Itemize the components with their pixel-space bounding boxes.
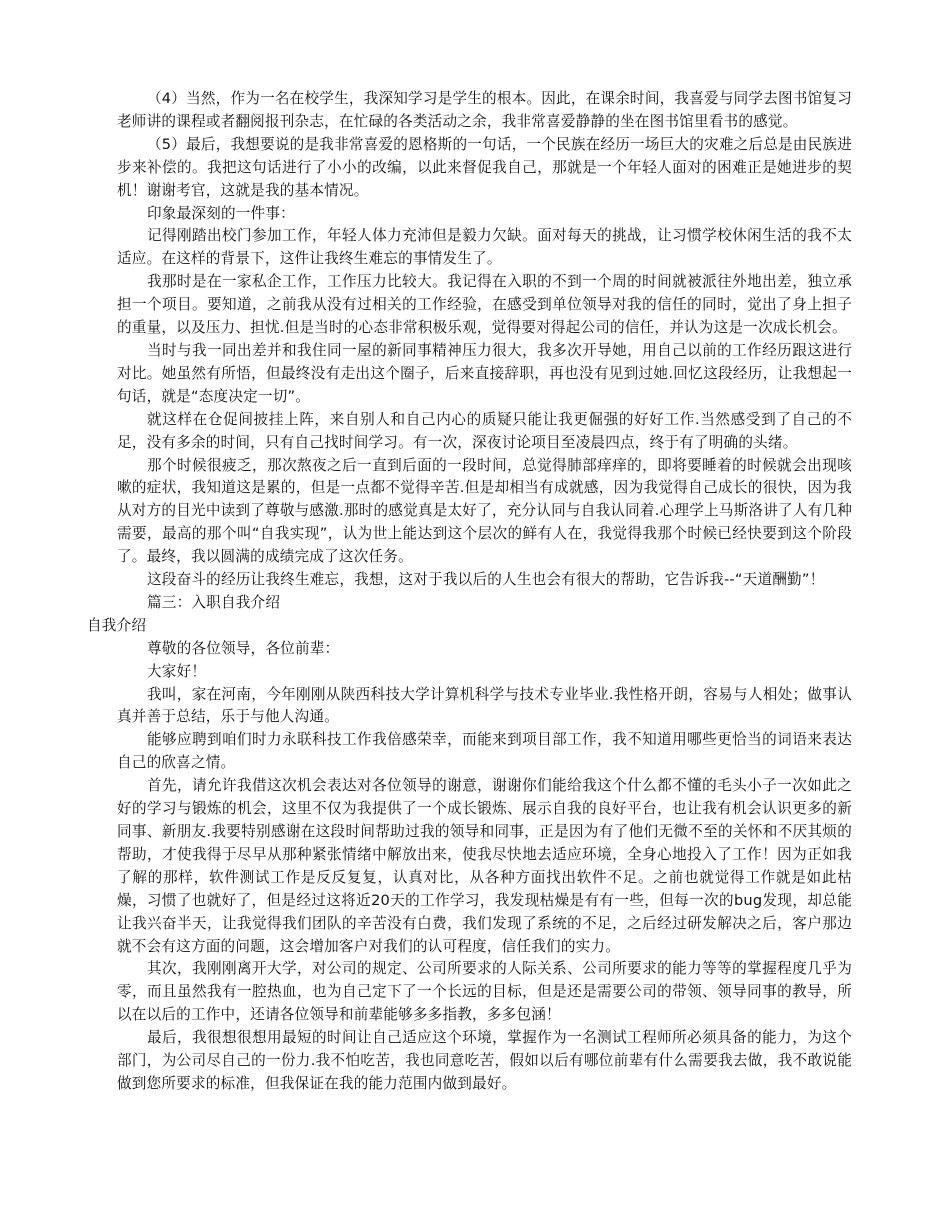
section-title-self-intro: 自我介绍 [87, 616, 147, 634]
paragraph-fatigue: 那个时候很疲乏，那次熬夜之后一直到后面的一段时间，总觉得肺部痒痒的，即将要睡着的时候就会出现咳嗽的症状，我知道这是累的，但是一点都不觉得辛苦.但是却相当有成就感，因为我觉得自己成长的很快，因为我从对方的目光中读到了尊敬与感激.那时的感觉真是太好了，充分认同与自我认同着.心理学上马斯洛讲了人有几种需要，最高的那个叫“自我实现”，认为世上能达到这个层次的鲜有人在，我觉得我那个时候已经快要到这个阶段了。最终，我以圆满的成绩完成了这次任务。 [117, 456, 852, 566]
paragraph-finally: 最后，我很想很想用最短的时间让自己适应这个环境，掌握作为一名测试工程师所必须具备的能力，为这个部门，为公司尽自己的一份力.我不怕吃苦，我也同意吃苦，假如以后有哪位前辈有什么需要我去做，我不敢说能做到您所要求的标准，但我保证在我的能力范围内做到最好。 [117, 1029, 852, 1092]
salutation: 尊敬的各位领导，各位前辈： [147, 639, 340, 657]
paragraph-conclusion: 这段奋斗的经历让我终生难忘，我想，这对于我以后的人生也会有很大的帮助，它告诉我--“天道酬勤”！ [147, 571, 825, 589]
paragraph-honored: 能够应聘到咱们时力永联科技工作我倍感荣幸，而能来到项目部工作，我不知道用哪些更恰当的词语来表达自己的欣喜之情。 [117, 731, 852, 772]
paragraph-first-thanks: 首先，请允许我借这次机会表达对各位领导的谢意，谢谢你们能给我这个什么都不懂的毛头小子一次如此之好的学习与锻炼的机会，这里不仅为我提供了一个成长锻炼、展示自我的良好平台，也让我有机会认识更多的新同事、新朋友.我要特别感谢在这段时间帮助过我的领导和同事，正是因为有了他们无微不至的关怀和不厌其烦的帮助，才使我得于尽早从那种紧张情绪中解放出来，使我尽快地去适应环境，全身心地投入了工作！因为正如我了解的那样，软件测试工作是反反复复，认真对比，从各种方面找出软件不足。之前也就觉得工作就是如此枯燥，习惯了也就好了，但是经过这将近20天的工作学习，我发现枯燥是有有一些，但每一次的bug发现，却总能让我兴奋半天，让我觉得我们团队的辛苦没有白费，我们发现了系统的不足，之后经过研发解决之后，客户那边就不会有这方面的问题，这会增加客户对我们的认可程度，信任我们的实力。 [117, 777, 852, 955]
section-heading-memorable-event: 印象最深刻的一件事： [147, 204, 295, 222]
paragraph-point-5: （5）最后，我想要说的是我非常喜爱的恩格斯的一句话，一个民族在经历一场巨大的灾难之后总是由民族进步来补偿的。我把这句话进行了小小的改编，以此来督促我自己，那就是一个年轻人面对的困难正是她进步的契机！谢谢考官，这就是我的基本情况。 [117, 135, 852, 199]
paragraph-first-job: 记得刚踏出校门参加工作，年轻人体力充沛但是毅力欠缺。面对每天的挑战，让习惯学校休闲生活的我不太适应。在这样的背景下，这件让我终生难忘的事情发生了。 [117, 227, 852, 268]
paragraph-second: 其次，我刚刚离开大学，对公司的规定、公司所要求的人际关系、公司所要求的能力等等的掌握程度几乎为零，而且虽然我有一腔热血，也为自己定下了一个长远的目标，但是还是需要公司的带领、领导同事的教导，所以在以后的工作中，还请各位领导和前辈能够多多指教，多多包涵！ [117, 960, 852, 1024]
paragraph-private-company: 我那时是在一家私企工作，工作压力比较大。我记得在入职的不到一个周的时间就被派往外地出差，独立承担一个项目。要知道，之前我从没有过相关的工作经验，在感受到单位领导对我的信任的同时，觉出了身上担子的重量，以及压力、担忧.但是当时的心态非常积极乐观，觉得要对得起公司的信任，并认为这是一次成长机会。 [117, 273, 852, 337]
paragraph-colleague: 当时与我一同出差并和我住同一屋的新同事精神压力很大，我多次开导她，用自己以前的工作经历跟这进行对比。她虽然有所悟，但最终没有走出这个圈子，后来直接辞职，再也没有见到过她.回忆这段经历，让我想起一句话，就是“态度决定一切”。 [117, 341, 852, 405]
paragraph-hasty-start: 就这样在仓促间披挂上阵，来自别人和自己内心的质疑只能让我更倔强的好好工作.当然感受到了自己的不足，没有多余的时间，只有自己找时间学习。有一次，深夜讨论项目至凌晨四点，终于有了明确的头绪。 [117, 410, 852, 451]
paragraph-point-4: （4）当然，作为一名在校学生，我深知学习是学生的根本。因此，在课余时间，我喜爱与同学去图书馆复习老师讲的课程或者翻阅报刊杂志，在忙碌的各类活动之余，我非常喜爱静静的坐在图书馆里看书的感觉。 [117, 90, 852, 130]
paragraph-introduction: 我叫，家在河南，今年刚刚从陕西科技大学计算机科学与技术专业毕业.我性格开朗，容易与人相处；做事认真并善于总结，乐于与他人沟通。 [117, 685, 852, 726]
section-heading-part-three: 篇三：入职自我介绍 [147, 593, 281, 611]
greeting: 大家好！ [147, 662, 207, 680]
